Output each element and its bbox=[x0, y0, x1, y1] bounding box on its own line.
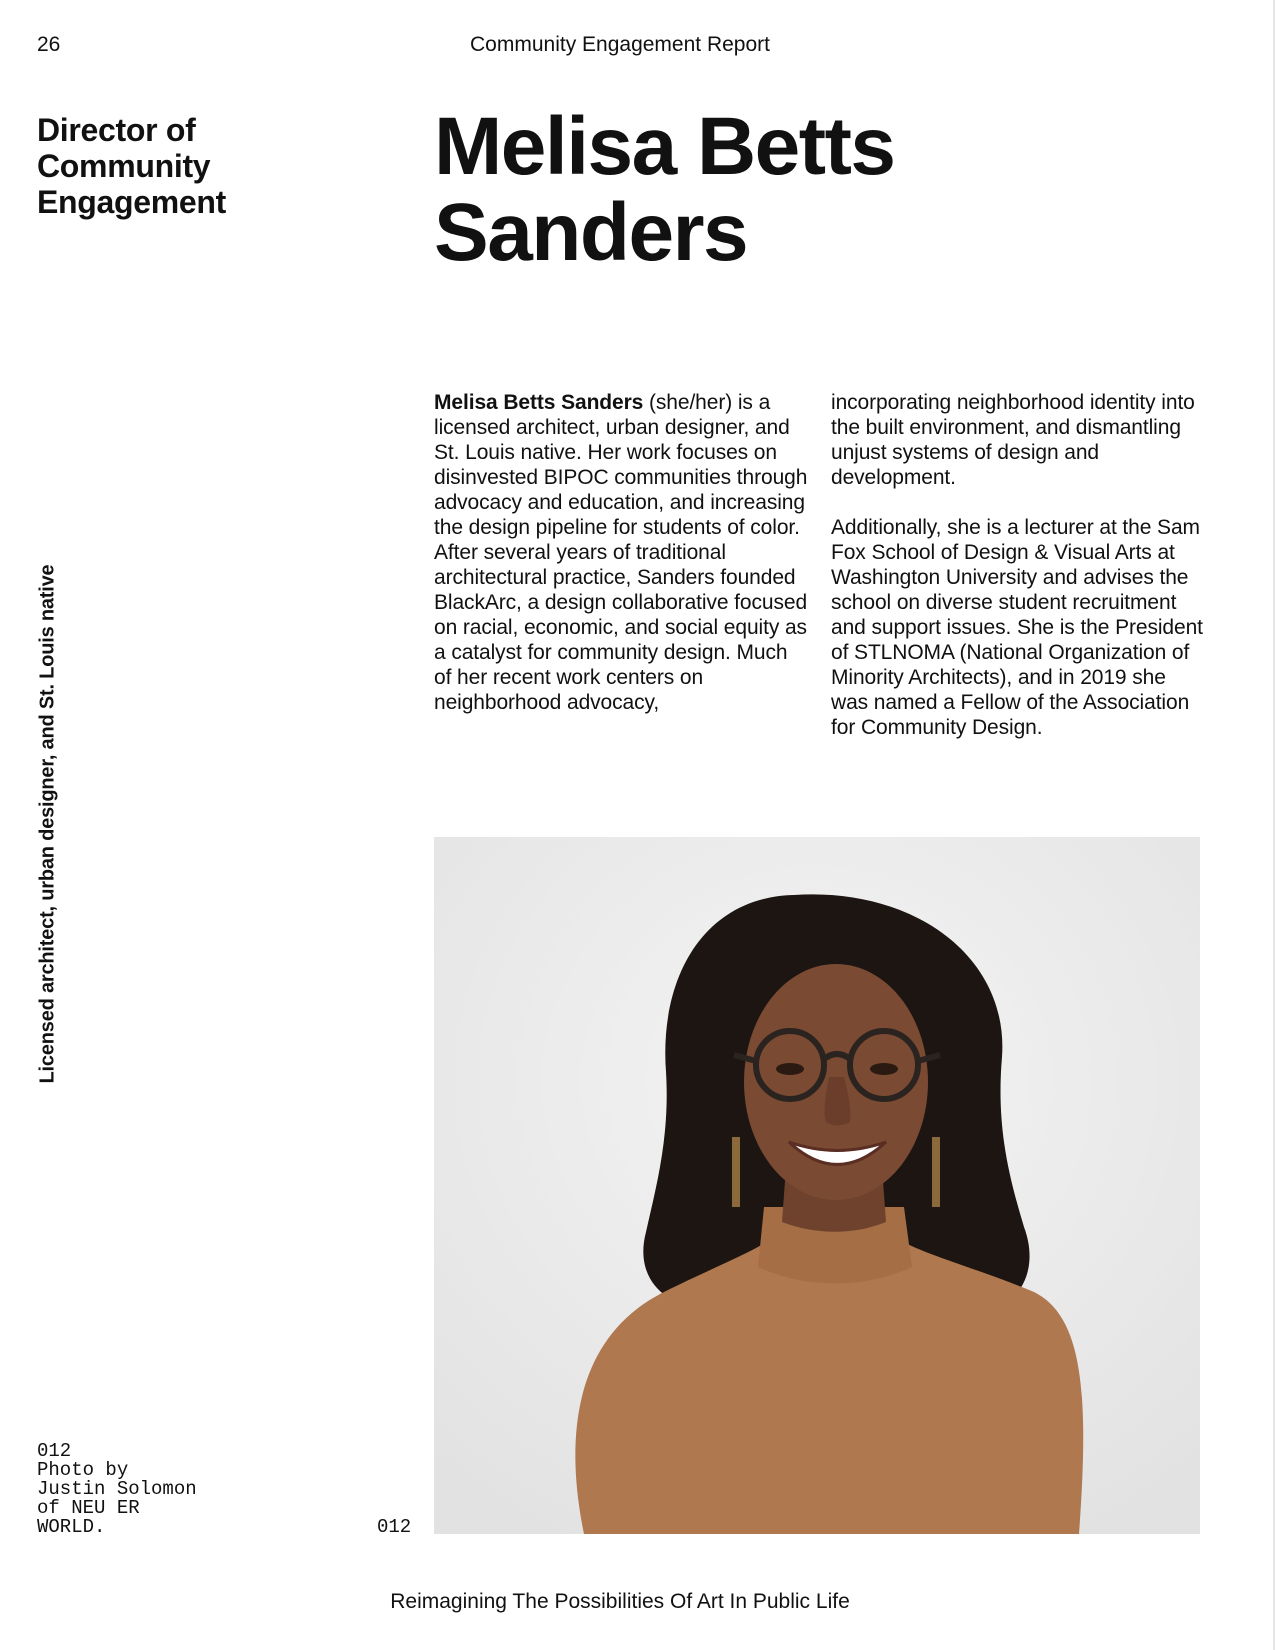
role-title: Director of Community Engagement bbox=[37, 112, 227, 220]
photo-credit-line: Photo by bbox=[37, 1459, 129, 1481]
photo-credit-line: of NEU ER bbox=[37, 1497, 140, 1519]
bio-bold-name: Melisa Betts Sanders bbox=[434, 391, 644, 414]
earring-left bbox=[732, 1137, 740, 1207]
bio-paragraph-continued: incorporating neighborhood identity into the built environment, and dismantling unjust systems of design and development. bbox=[831, 391, 1195, 489]
bio-text: (she/her) is a licensed architect, urban designer, and St. Louis native. Her work focuses on disinvested BIPOC communities through advocacy and education, and increasing the design pipeline for students of color. After several years of traditional architectural practice, Sanders founded BlackArc, a design collaborative focused on racial, economic, and social equity as a catalyst for community design. Much of her recent work centers on neighborhood advocacy, bbox=[434, 391, 808, 714]
eye-left bbox=[776, 1063, 804, 1075]
eye-right bbox=[870, 1063, 898, 1075]
photo-reference-number: 012 bbox=[377, 1516, 412, 1538]
name-line-last: Sanders bbox=[434, 187, 748, 278]
photo-credit-line: WORLD. bbox=[37, 1516, 106, 1538]
page-number: 26 bbox=[37, 33, 61, 56]
bio-column-right bbox=[831, 390, 1206, 740]
footer-tagline: Reimagining The Possibilities Of Art In Public Life bbox=[390, 1590, 850, 1613]
side-caption: Licensed architect, urban designer, and St. Louis native bbox=[36, 564, 59, 1084]
bio-paragraph bbox=[434, 390, 809, 715]
name-heading bbox=[434, 101, 1234, 278]
earring-right bbox=[932, 1137, 940, 1207]
name-line-first: Melisa Betts bbox=[434, 101, 895, 192]
bio-column-left bbox=[434, 390, 809, 715]
portrait-illustration bbox=[434, 837, 1200, 1534]
bio-paragraph-additional: Additionally, she is a lecturer at the Sam Fox School of Design & Visual Arts at Washington University and advises the school on diverse student recruitment and support issues. She is the President of STLNOMA (National Organization of Minority Architects), and in 2019 she was named a Fellow of the Association for Community Design. bbox=[831, 516, 1203, 739]
photo-credit bbox=[37, 1442, 277, 1537]
photo-credit-line: Justin Solomon bbox=[37, 1478, 197, 1500]
running-header: Community Engagement Report bbox=[470, 33, 770, 56]
portrait-photo bbox=[434, 837, 1200, 1534]
photo-credit-line: 012 bbox=[37, 1440, 72, 1462]
